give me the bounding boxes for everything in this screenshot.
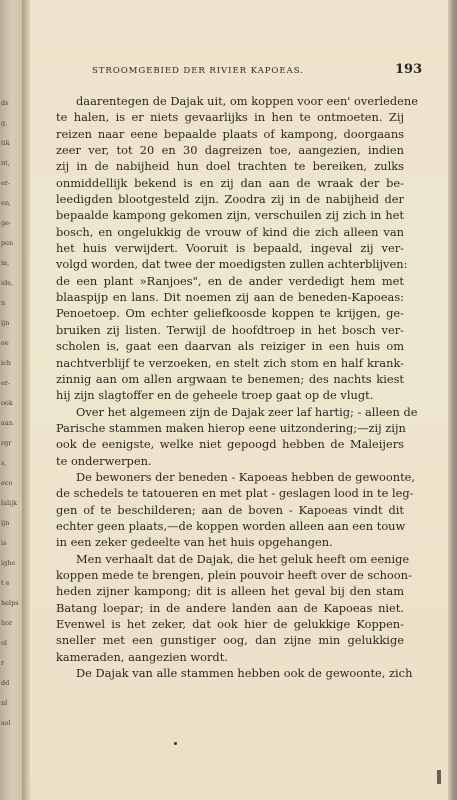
ink-speck [174,742,177,745]
text-line: leedigden blootgesteld zijn. Zoodra zij in de nabijheid der [56,192,404,207]
text-line: De Dajak van alle stammen hebben ook de gewoonte, zich [76,666,413,681]
text-line: volgd worden, dat twee der moedigsten zullen achterblijven: [56,257,408,272]
margin-fragment: hor [1,619,13,627]
text-line: zinnig aan om allen argwaan te benemen; des nachts kiest [56,371,404,386]
margin-fragment: sol [1,719,11,727]
text-line: Penoetoep. Om echter geliefkoosde koppen te krijgen, ge- [56,306,404,321]
body-text [56,93,419,681]
margin-fragment: ds [1,99,9,107]
text-line: zij in de nabijheid hun doel trachten te bereiken, zulks [56,159,404,174]
page-edge [448,0,457,800]
text-line: nachtverblijf te verzoeken, en stelt zich stom en half krank- [56,355,404,370]
text-line: Over het algemeen zijn de Dajak zeer laf hartig; - alleen de [76,404,418,419]
margin-fragment: ighe [1,559,16,567]
margin-fragment: ide, [1,279,14,287]
margin-fragment: pen [1,239,14,247]
margin-fragment: r [1,659,5,667]
text-line: Batang loepar; in de andere landen aan de Kapoeas niet. [56,600,404,615]
text-line: sneller met een gunstiger oog, dan zijne min gelukkige [56,633,404,648]
margin-fragment: nt, [1,159,10,167]
margin-fragment: ook [1,399,13,407]
text-line: het huis verwijdert. Vooruit is bepaald, ingeval zij ver- [56,241,404,256]
text-line: echter geen plaats,—de koppen worden alleen aan een touw [56,518,406,533]
text-line: heden zijner kampong; dit is alleen het geval bij den stam [56,584,404,599]
margin-fragment: is [1,539,7,547]
text-line: zeer ver, tot 20 en 30 dagreizen toe, aangezien, indien [56,143,404,158]
text-line: scholen is, gaat een daarvan als reiziger in een huis om [56,339,404,354]
margin-fragment: aan [1,419,13,427]
margin-fragment: t e [1,579,10,587]
margin-fragment: ijn [1,319,10,327]
margin-fragment: ol [1,639,7,647]
margin-fragment: s, [1,459,7,467]
text-line: daarentegen de Dajak uit, om koppen voor een' overledene [76,94,419,108]
text-line: onmiddellijk bekend is en zij dan aan de wraak der be- [56,175,404,190]
margin-fragment: dd [1,679,10,687]
text-line: blaaspijp en lans. Dit noemen zij aan de beneden-Kapoeas: [56,290,404,305]
text-line: gen of te beschilderen; aan de boven - Kapoeas vindt dit [56,502,404,517]
text-line: ook de eenigste, welke niet gepoogd hebben de Maleijers [56,437,404,452]
text-line: hij zijn slagtoffer en de geheele troep gaat op de vlugt. [56,388,374,403]
text-line: Evenwel is het zeker, dat ook hier de gelukkige Koppen- [56,617,404,631]
text-line: koppen mede te brengen, plein pouvoir heeft over de schoon- [56,567,412,582]
edge-mark [437,770,441,784]
text-line: bruiken zij listen. Terwijl de hoofdtroep in het bosch ver- [56,322,404,337]
margin-fragment: ee [1,339,9,347]
margin-fragment: tik [1,139,10,147]
facing-page-bleed [0,0,22,800]
text-line: Parische stammen maken hierop eene uitzondering;—zij zijn [56,420,406,435]
text-line: bosch, en ongelukkig de vrouw of kind die zich alleen van [56,224,404,239]
text-line: de een plant »Ranjoes", en de ander verdedigt hem met [56,273,404,288]
running-header: STROOMGEBIED DER RIVIER KAPOEAS. [92,66,304,76]
text-line: De bewoners der beneden - Kapoeas hebben de gewoonte, [76,469,416,484]
text-line: Men verhaalt dat de Dajak, die het geluk heeft om eenige [76,551,410,566]
text-line: bepaalde kampong gekomen zijn, verschuilen zij zich in het [56,208,404,223]
margin-fragment: en, [1,199,12,207]
text-line: reizen naar eene bepaalde plaats of kampong, doorgaans [56,126,404,141]
margin-fragment: er- [1,379,11,387]
margin-fragment: g, [1,119,8,127]
margin-fragment: ich [1,359,11,367]
text-line: de schedels te tatoueren en met plat - geslagen lood in te leg- [56,486,414,501]
text-line: kameraden, aangezien wordt. [56,649,228,664]
margin-fragment: n [1,299,6,307]
text-line: te onderwerpen. [56,453,152,468]
margin-fragment: eco [1,479,13,487]
margin-fragment: ijn [1,519,10,527]
margin-fragment: er- [1,179,11,187]
margin-fragment: m, [1,259,10,267]
margin-fragment: rgr [1,439,12,447]
page-number: 193 [395,62,423,77]
margin-fragment: helps [1,599,19,607]
margin-fragment: lalijk [1,499,18,507]
margin-fragment: ge- [1,219,12,227]
text-line: in een zeker gedeelte van het huis opgehangen. [56,535,333,550]
margin-fragment: nl [1,699,8,707]
text-line: te halen, is er niets gevaarlijks in hen te ontmoeten. Zij [56,110,404,125]
